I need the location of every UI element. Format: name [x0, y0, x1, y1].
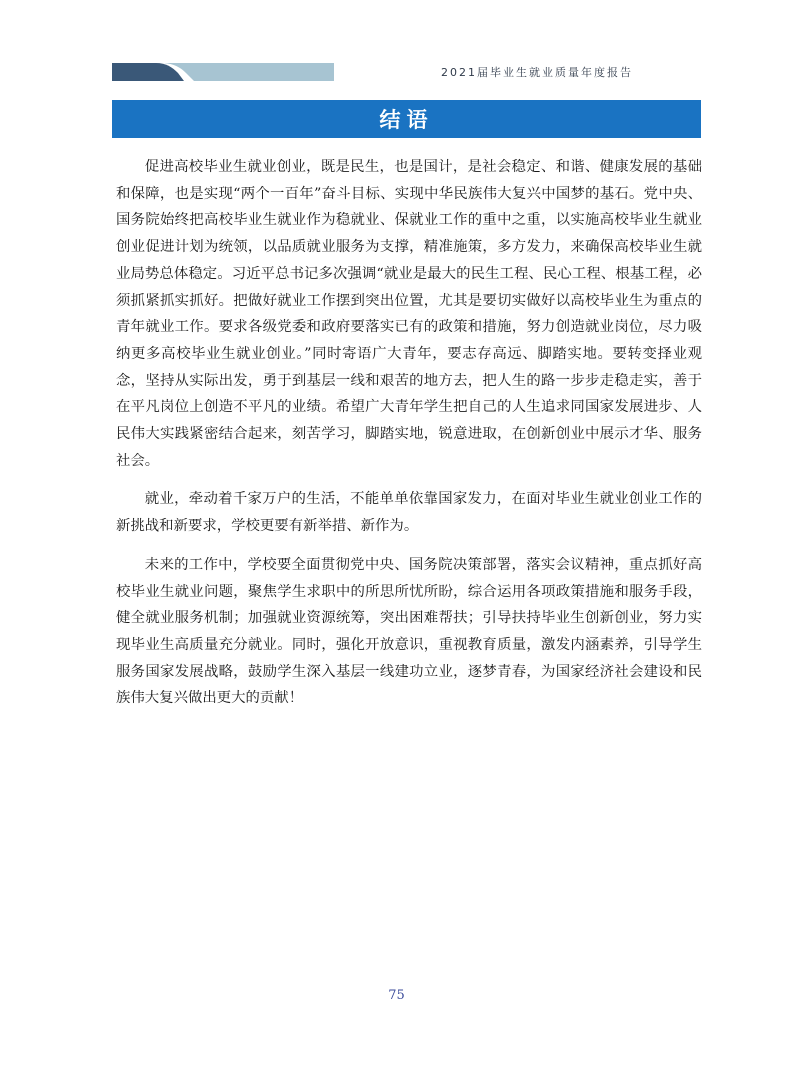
page-number: 75	[388, 988, 405, 1003]
body-text	[116, 154, 702, 712]
section-title: 结语	[379, 108, 434, 132]
paragraph: 就业，牵动着千家万户的生活，不能单单依靠国家发力，在面对毕业生就业创业工作的新挑战和新要求，学校更要有新举措、新作为。	[116, 491, 702, 535]
header-decorative-band	[112, 63, 334, 81]
paragraph: 促进高校毕业生就业创业，既是民生，也是国计，是社会稳定、和谐、健康发展的基础和保障，也是实现“两个一百年”奋斗目标、实现中华民族伟大复兴中国梦的基石。党中央、国务院始终把高校毕业生就业作为稳就业、保就业工作的重中之重，以实施高校毕业生就业创业促进计划为统领，以品质就业服务为支撑，精准施策，多方发力，来确保高校毕业生就业局势总体稳定。习近平总书记多次强调“就业是最大的民生工程、民心工程、根基工程，必须抓紧抓实抓好。把做好就业工作摆到突出位置，尤其是要切实做好以高校毕业生为重点的青年就业工作。要求各级党委和政府要落实已有的政策和措施，努力创造就业岗位，尽力吸纳更多高校毕业生就业创业。”同时寄语广大青年，要志存高远、脚踏实地。要转变择业观念，坚持从实际出发，勇于到基层一线和艰苦的地方去，把人生的路一步步走稳走实，善于在平凡岗位上创造不平凡的业绩。希望广大青年学生把自己的人生追求同国家发展进步、人民伟大实践紧密结合起来，刻苦学习，脚踏实地，锐意进取，在创新创业中展示才华、服务社会。	[116, 159, 702, 469]
report-title: 2021届毕业生就业质量年度报告	[441, 66, 633, 79]
paragraph: 未来的工作中，学校要全面贯彻党中央、国务院决策部署，落实会议精神，重点抓好高校毕业生就业问题，聚焦学生求职中的所思所忧所盼，综合运用各项政策措施和服务手段，健全就业服务机制；加强就业资源统筹，突出困难帮扶；引导扶持毕业生创新创业，努力实现毕业生高质量充分就业。同时，强化开放意识，重视教育质量，激发内涵素养，引导学生服务国家发展战略，鼓励学生深入基层一线建功立业，逐梦青春，为国家经济社会建设和民族伟大复兴做出更大的贡献！	[116, 556, 702, 707]
header-band-graphic	[112, 63, 334, 81]
section-title-bar	[112, 100, 701, 138]
